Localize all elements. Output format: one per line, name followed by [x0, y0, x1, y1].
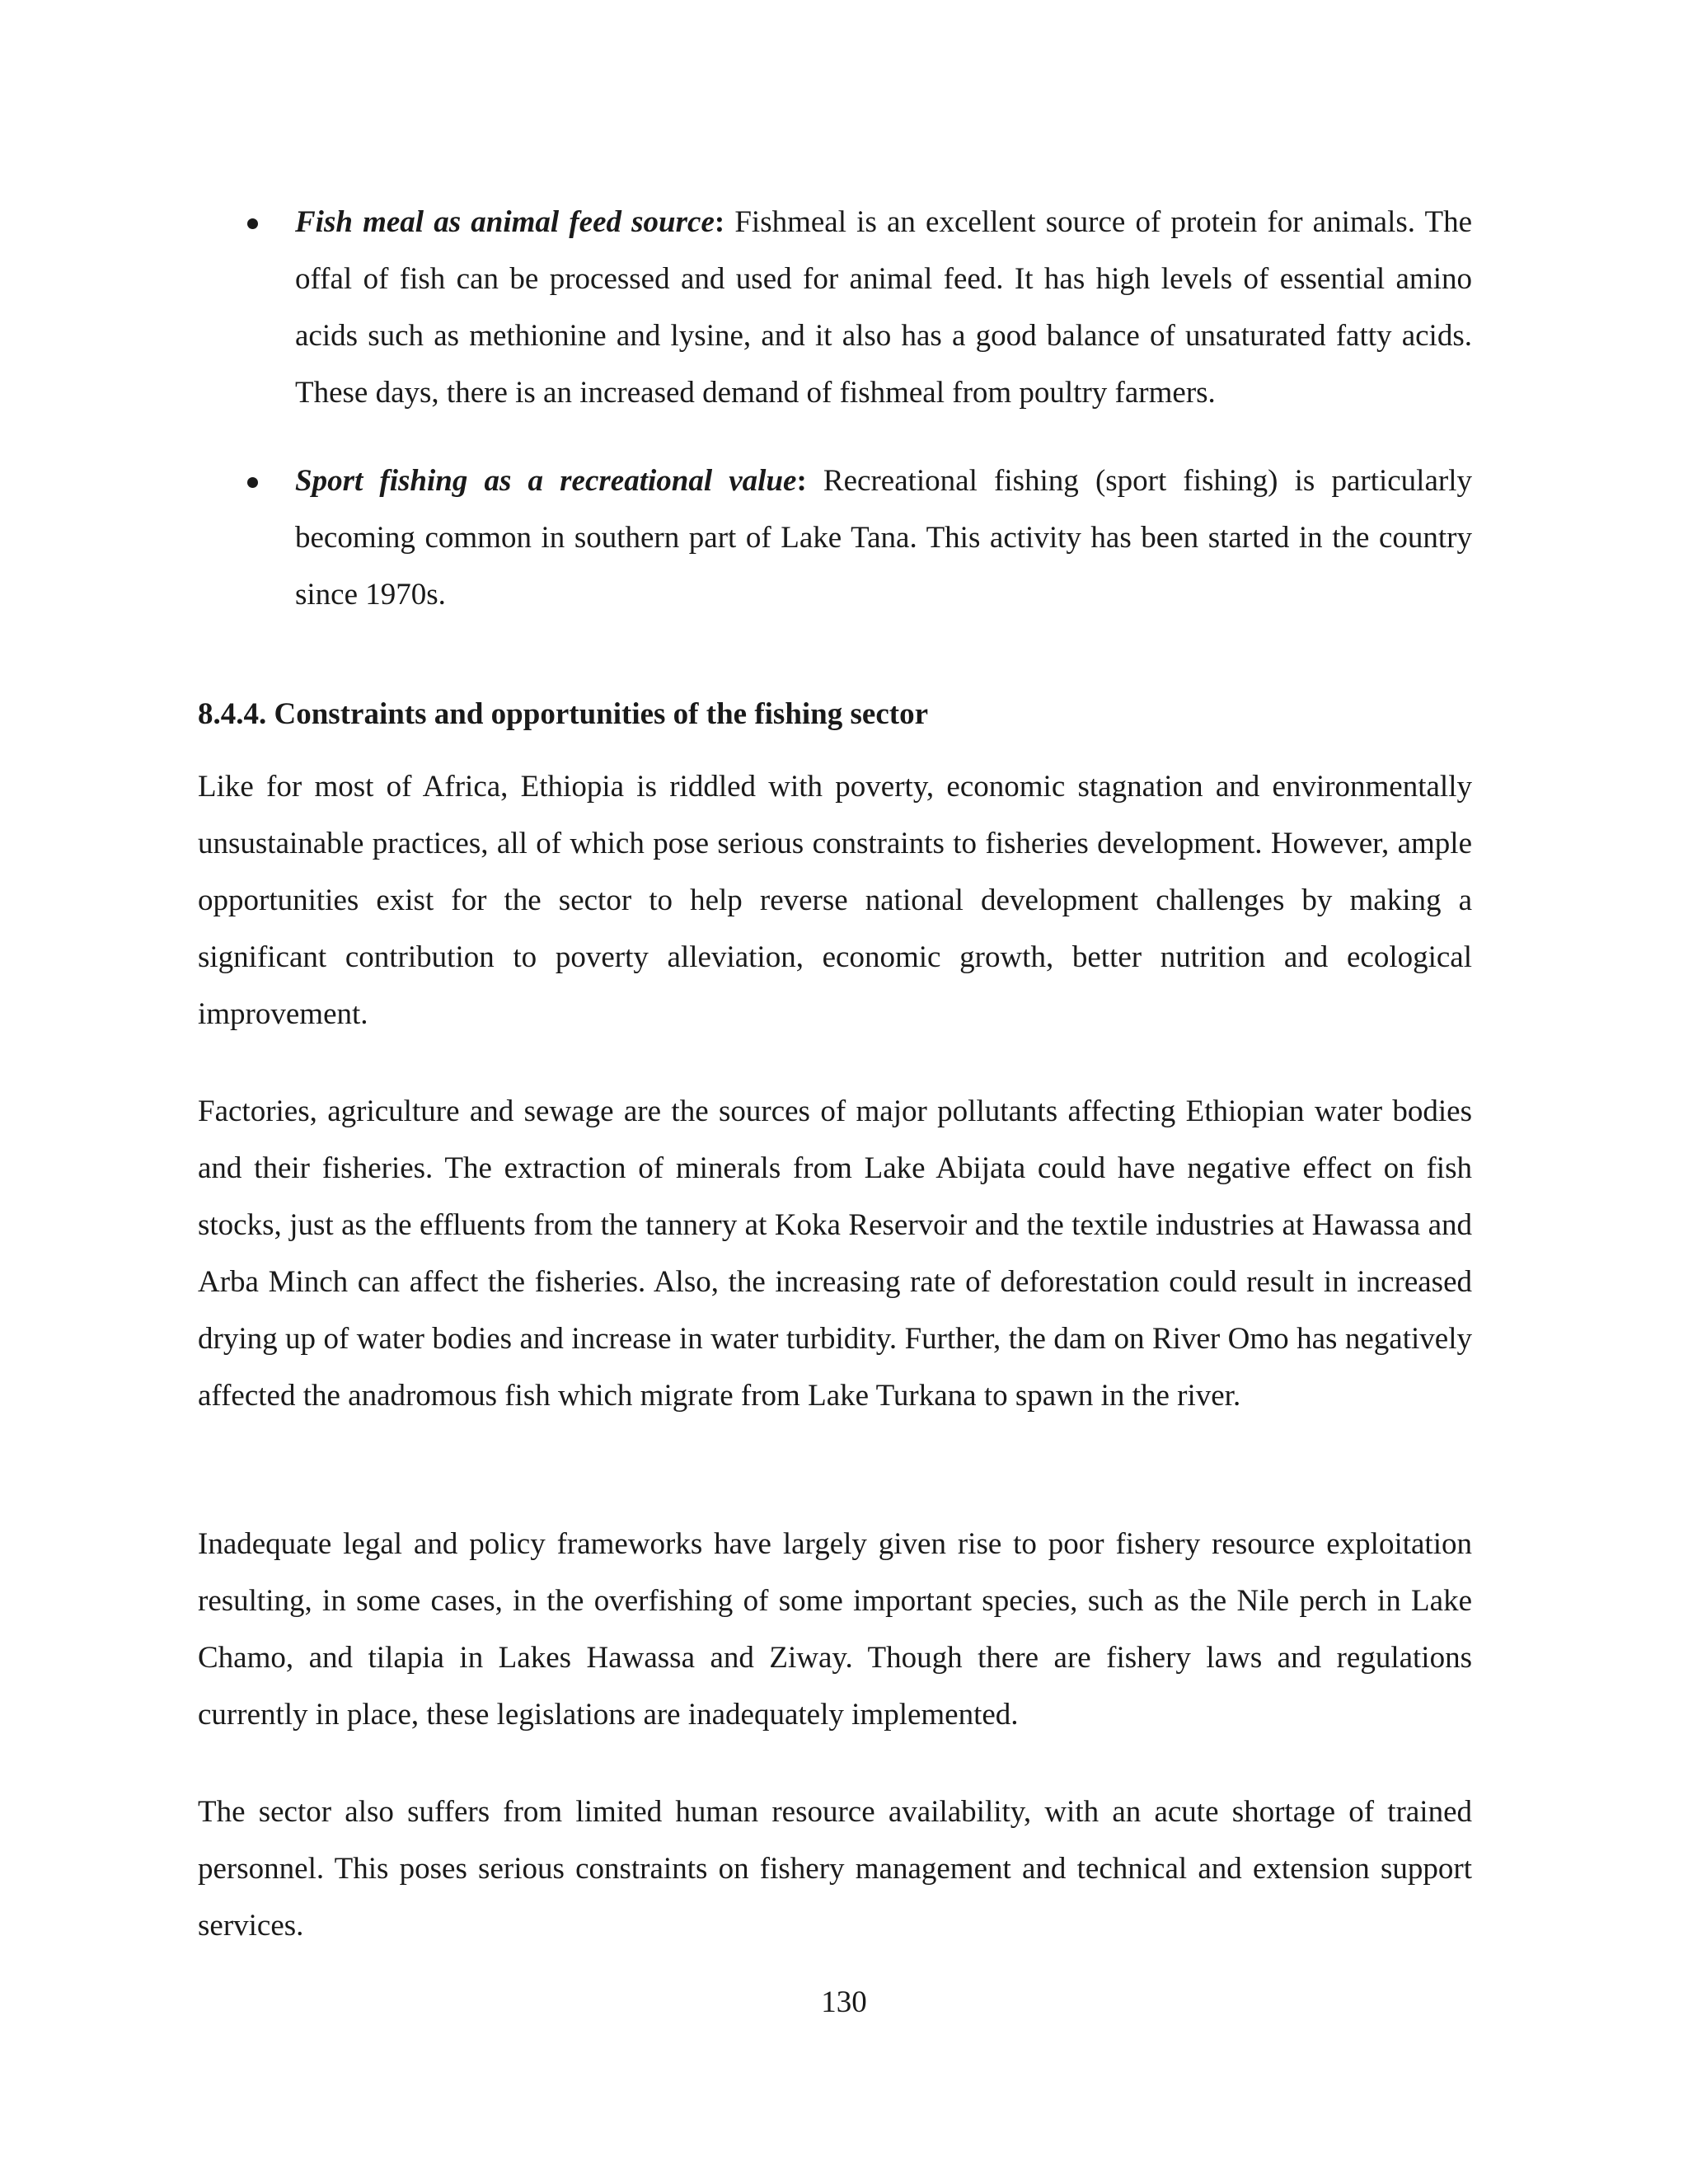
bullet-list [198, 194, 1472, 654]
bullet-colon: : [714, 205, 725, 239]
page-number: 130 [821, 1985, 867, 2019]
bullet-item-sport-fishing [198, 452, 1472, 623]
paragraph-poverty-constraints: Like for most of Africa, Ethiopia is riddled with poverty, economic stagnation and environmentally unsustainable practices, all of which pose serious constraints to fisheries development. However, ample opportunities exist for the sector to help reverse national development challenges by making a significant contribution to poverty alleviation, economic growth, better nutrition and ecological improvement. [198, 770, 1472, 1031]
paragraph-legal-frameworks: Inadequate legal and policy frameworks have largely given rise to poor fishery resource exploitation resulting, in some cases, in the overfishing of some important species, such as the Nile perch in Lake Chamo, and tilapia in Lakes Hawassa and Ziway. Though there are fishery laws and regulations currently in place, these legislations are inadequately implemented. [198, 1527, 1472, 1732]
bullet-icon [247, 477, 258, 488]
bullet-term: Sport fishing as a recreational value [295, 464, 797, 498]
bullet-term: Fish meal as animal feed source [295, 205, 715, 239]
bullet-text: Fishmeal is an excellent source of protein for animals. The offal of fish can be processed and used for animal feed. It has high levels of essential amino acids such as methionine and lysine, and it also has a good balance of unsaturated fatty acids. These days, there is an increased demand of fishmeal from poultry farmers. [295, 205, 1473, 410]
bullet-text: Recreational fishing (sport fishing) is particularly becoming common in southern part of Lake Tana. This activity has been started in the country since 1970s. [295, 464, 1472, 612]
bullet-icon [247, 218, 258, 229]
bullet-colon: : [796, 464, 807, 498]
section-heading: 8.4.4. Constraints and opportunities of the fishing sector [198, 697, 928, 731]
bullet-item-fish-meal [198, 194, 1472, 421]
paragraph-pollutants: Factories, agriculture and sewage are the sources of major pollutants affecting Ethiopian water bodies and their fisheries. The extraction of minerals from Lake Abijata could have negative effect on fish stocks, just as the effluents from the tannery at Koka Reservoir and the textile industries at Hawassa and Arba Minch can affect the fisheries. Also, the increasing rate of deforestation could result in increased drying up of water bodies and increase in water turbidity. Further, the dam on River Omo has negatively affected the anadromous fish which migrate from Lake Turkana to spawn in the river. [198, 1094, 1472, 1413]
paragraph-human-resources: The sector also suffers from limited human resource availability, with an acute shortage of trained personnel. This poses serious constraints on fishery management and technical and extension support services. [198, 1795, 1472, 1943]
